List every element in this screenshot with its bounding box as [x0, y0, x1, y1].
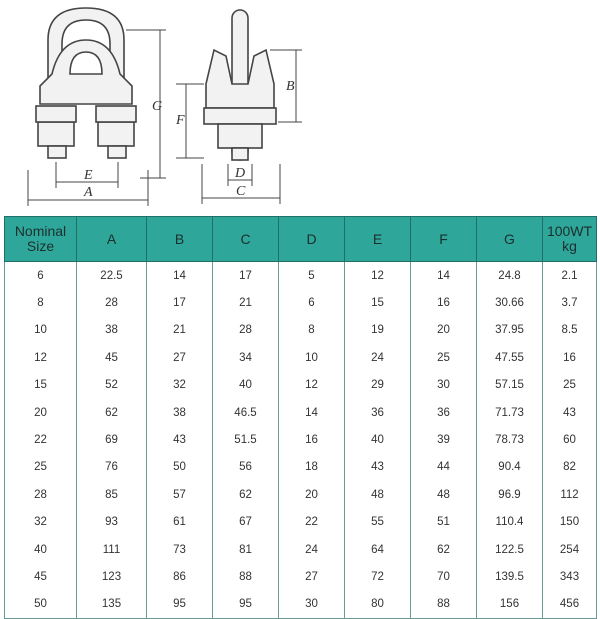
table-cell: 82 — [543, 454, 597, 481]
table-cell: 95 — [147, 591, 213, 619]
column-header: F — [411, 217, 477, 262]
table-cell: 88 — [411, 591, 477, 619]
table-cell: 50 — [5, 591, 77, 619]
table-cell: 24 — [345, 344, 411, 371]
side-washer — [204, 108, 276, 124]
table-cell: 156 — [477, 591, 543, 619]
table-cell: 343 — [543, 563, 597, 590]
dim-label-b: B — [286, 79, 295, 94]
table-cell: 6 — [279, 289, 345, 316]
side-nut — [218, 124, 262, 148]
table-cell: 135 — [77, 591, 147, 619]
table-cell: 90.4 — [477, 454, 543, 481]
table-cell: 55 — [345, 509, 411, 536]
dim-label-f: F — [176, 113, 185, 128]
table-cell: 80 — [345, 591, 411, 619]
dim-label-a: A — [84, 185, 93, 200]
column-header: B — [147, 217, 213, 262]
table-row — [5, 262, 597, 290]
table-cell: 88 — [213, 563, 279, 590]
table-cell: 10 — [279, 344, 345, 371]
table-row — [5, 563, 597, 590]
table-cell: 3.7 — [543, 289, 597, 316]
table-cell: 28 — [213, 317, 279, 344]
table-row — [5, 454, 597, 481]
table-cell: 139.5 — [477, 563, 543, 590]
dim-label-c: C — [236, 184, 246, 199]
table-cell: 21 — [213, 289, 279, 316]
table-row — [5, 344, 597, 371]
table-cell: 20 — [411, 317, 477, 344]
table-cell: 40 — [5, 536, 77, 563]
column-header: E — [345, 217, 411, 262]
table-cell: 14 — [411, 262, 477, 290]
rope-seat — [70, 52, 102, 74]
table-cell: 30.66 — [477, 289, 543, 316]
side-thread — [232, 148, 248, 160]
dimension-table-wrapper — [4, 216, 596, 619]
column-header: G — [477, 217, 543, 262]
table-cell: 8 — [279, 317, 345, 344]
table-row — [5, 536, 597, 563]
table-cell: 43 — [147, 426, 213, 453]
table-cell: 24.8 — [477, 262, 543, 290]
table-cell: 30 — [411, 372, 477, 399]
table-cell: 93 — [77, 509, 147, 536]
table-cell: 19 — [345, 317, 411, 344]
table-row — [5, 372, 597, 399]
table-cell: 32 — [147, 372, 213, 399]
column-header: C — [213, 217, 279, 262]
column-header: Nominal Size — [5, 217, 77, 262]
table-cell: 16 — [279, 426, 345, 453]
table-cell: 27 — [147, 344, 213, 371]
table-cell: 52 — [77, 372, 147, 399]
table-cell: 38 — [77, 317, 147, 344]
table-cell: 50 — [147, 454, 213, 481]
nut-left — [38, 122, 74, 146]
table-cell: 48 — [411, 481, 477, 508]
table-cell: 39 — [411, 426, 477, 453]
column-header: A — [77, 217, 147, 262]
table-cell: 43 — [345, 454, 411, 481]
washer-left — [36, 106, 76, 122]
table-cell: 16 — [543, 344, 597, 371]
table-cell: 51.5 — [213, 426, 279, 453]
column-header: 100WT kg — [543, 217, 597, 262]
table-cell: 36 — [411, 399, 477, 426]
nut-right — [98, 122, 134, 146]
table-cell: 36 — [345, 399, 411, 426]
table-cell: 12 — [5, 344, 77, 371]
table-cell: 15 — [345, 289, 411, 316]
table-cell: 8.5 — [543, 317, 597, 344]
table-cell: 40 — [345, 426, 411, 453]
column-header: D — [279, 217, 345, 262]
table-cell: 85 — [77, 481, 147, 508]
table-cell: 40 — [213, 372, 279, 399]
table-cell: 22 — [279, 509, 345, 536]
table-cell: 45 — [77, 344, 147, 371]
table-cell: 254 — [543, 536, 597, 563]
table-row — [5, 426, 597, 453]
table-cell: 2.1 — [543, 262, 597, 290]
table-body — [5, 262, 597, 619]
table-row — [5, 399, 597, 426]
table-cell: 96.9 — [477, 481, 543, 508]
thread-right — [108, 146, 126, 158]
table-row — [5, 317, 597, 344]
table-cell: 111 — [77, 536, 147, 563]
table-cell: 62 — [77, 399, 147, 426]
table-cell: 30 — [279, 591, 345, 619]
table-row — [5, 509, 597, 536]
table-cell: 95 — [213, 591, 279, 619]
table-cell: 64 — [345, 536, 411, 563]
dimension-table — [4, 216, 597, 619]
table-cell: 20 — [279, 481, 345, 508]
table-cell: 25 — [543, 372, 597, 399]
table-cell: 28 — [77, 289, 147, 316]
dim-label-g: G — [152, 99, 163, 114]
table-cell: 18 — [279, 454, 345, 481]
table-cell: 24 — [279, 536, 345, 563]
table-cell: 20 — [5, 399, 77, 426]
table-cell: 69 — [77, 426, 147, 453]
table-cell: 76 — [77, 454, 147, 481]
table-cell: 47.55 — [477, 344, 543, 371]
technical-drawing-svg — [0, 0, 600, 212]
table-cell: 12 — [279, 372, 345, 399]
table-cell: 43 — [543, 399, 597, 426]
table-cell: 71.73 — [477, 399, 543, 426]
table-cell: 14 — [147, 262, 213, 290]
dim-label-d: D — [235, 166, 246, 181]
table-row — [5, 591, 597, 619]
table-cell: 86 — [147, 563, 213, 590]
table-cell: 51 — [411, 509, 477, 536]
table-cell: 110.4 — [477, 509, 543, 536]
table-cell: 57.15 — [477, 372, 543, 399]
table-cell: 22 — [5, 426, 77, 453]
table-cell: 48 — [345, 481, 411, 508]
table-cell: 46.5 — [213, 399, 279, 426]
table-cell: 67 — [213, 509, 279, 536]
washer-right — [96, 106, 136, 122]
table-header-row — [5, 217, 597, 262]
table-cell: 44 — [411, 454, 477, 481]
table-cell: 72 — [345, 563, 411, 590]
table-cell: 17 — [147, 289, 213, 316]
dim-label-e: E — [84, 168, 93, 183]
table-cell: 25 — [5, 454, 77, 481]
wire-rope-clip-drawing — [0, 0, 600, 212]
table-cell: 45 — [5, 563, 77, 590]
table-cell: 112 — [543, 481, 597, 508]
table-cell: 61 — [147, 509, 213, 536]
table-cell: 14 — [279, 399, 345, 426]
table-cell: 27 — [279, 563, 345, 590]
table-row — [5, 481, 597, 508]
table-cell: 28 — [5, 481, 77, 508]
table-cell: 37.95 — [477, 317, 543, 344]
table-cell: 81 — [213, 536, 279, 563]
table-cell: 8 — [5, 289, 77, 316]
table-cell: 70 — [411, 563, 477, 590]
table-cell: 25 — [411, 344, 477, 371]
table-cell: 6 — [5, 262, 77, 290]
table-cell: 32 — [5, 509, 77, 536]
table-cell: 10 — [5, 317, 77, 344]
thread-left — [48, 146, 66, 158]
table-cell: 22.5 — [77, 262, 147, 290]
table-cell: 56 — [213, 454, 279, 481]
table-cell: 12 — [345, 262, 411, 290]
table-cell: 62 — [411, 536, 477, 563]
table-cell: 57 — [147, 481, 213, 508]
table-cell: 123 — [77, 563, 147, 590]
table-cell: 38 — [147, 399, 213, 426]
table-cell: 73 — [147, 536, 213, 563]
table-cell: 62 — [213, 481, 279, 508]
table-row — [5, 289, 597, 316]
table-cell: 150 — [543, 509, 597, 536]
table-cell: 34 — [213, 344, 279, 371]
table-cell: 5 — [279, 262, 345, 290]
table-cell: 78.73 — [477, 426, 543, 453]
table-cell: 17 — [213, 262, 279, 290]
table-cell: 16 — [411, 289, 477, 316]
table-cell: 456 — [543, 591, 597, 619]
table-cell: 29 — [345, 372, 411, 399]
table-cell: 21 — [147, 317, 213, 344]
table-cell: 122.5 — [477, 536, 543, 563]
table-cell: 60 — [543, 426, 597, 453]
table-cell: 15 — [5, 372, 77, 399]
